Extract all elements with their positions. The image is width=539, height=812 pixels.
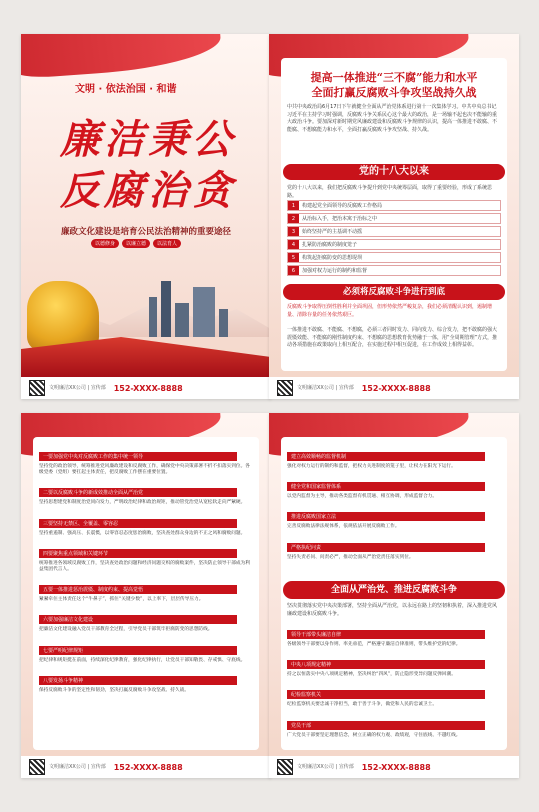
list-item: 3 始终坚持严的主基调不动摇 bbox=[287, 226, 501, 237]
section-item: 领导干部带头廉洁自律 各级领导干部要以身作则、率先垂范，严格遵守廉洁自律准则，带头维护党的纪律。 bbox=[287, 621, 501, 648]
section-item: 一要加强党中央对反腐败工作的集中统一领导 坚持党的政治领导，统筹推进党风廉政建设和反腐败工作，确保党中央决策部署不折不扣落实到位。各级党委（党组）要扛起主体责任，把反腐败工作摆在重要位置。 bbox=[39, 454, 250, 476]
list-item: 1 构建起党全面领导的反腐败工作格局 bbox=[287, 200, 501, 211]
poster4-bottom-sections bbox=[287, 621, 501, 742]
poster-footer bbox=[269, 377, 519, 399]
building-illustration bbox=[219, 309, 228, 337]
poster-1 bbox=[21, 34, 271, 399]
section-item: 五要一体推进惩治震慑、制度约束、提高觉悟 紧紧牵住主体责任这个“牛鼻子”，抓住“关键少数”，以上率下，层层传导压力。 bbox=[39, 576, 253, 603]
list-item: 5 构筑起拒腐防变的思想堤坝 bbox=[287, 252, 501, 263]
poster-footer bbox=[21, 756, 271, 778]
poster2-para2a: 反腐败斗争取得压倒性胜利并全面巩固，但形势依然严峻复杂，我们必须清醒认识到，遏制增量、清除存量的任务依然艰巨。 bbox=[287, 304, 493, 318]
tag: 以德修身 bbox=[91, 239, 119, 248]
section-item: 四要聚焦重点领域和关键环节 统筹推进各领域反腐败工作，坚决查处政治问题和经济问题交织的腐败案件，坚决防止领导干部成为利益集团代言人。 bbox=[39, 550, 250, 573]
poster-4 bbox=[269, 413, 519, 778]
poster2-headline-line1: 提高一体推进“三不腐”能力和水平 bbox=[310, 71, 478, 84]
poster2-section-title: 党的十八大以来 bbox=[283, 164, 505, 180]
section-item: 纪检监察机关 纪检监察机关要忠诚干净担当，敢于善于斗争，做党和人民的忠诚卫士。 bbox=[287, 681, 501, 708]
section-item: 建立高效顺畅的监督机制 强化对权力运行的制约和监督，把权力关进制度的笼子里，让权力在阳光下运行。 bbox=[287, 443, 501, 470]
section-item: 推进反腐败国家立法 完善反腐败法律法规体系，依规依法开展反腐败工作。 bbox=[287, 503, 501, 530]
poster3-section-list bbox=[39, 443, 253, 697]
building-illustration bbox=[193, 287, 215, 337]
footer-company: 文明廉洁XX公司 | 宣传部 bbox=[49, 764, 106, 770]
building-illustration bbox=[149, 297, 157, 337]
poster2-banner2: 必须将反腐败斗争进行到底 bbox=[283, 284, 505, 300]
poster2-intro: 中共中央政治局6月17日下午就健全全面从严治党体系进行第十一次集体学习。中共中央总书记习近平在主持学习时强调，反腐败斗争关系民心这个最大的政治，是一场输不起也决不能输的重大政治斗争。要加深对新时期党风廉政建设和反腐败斗争规律的认识，提高一体推进不敢腐、不能腐、不想腐能力和水平，全面打赢反腐败斗争攻坚战、持久战。 bbox=[287, 104, 498, 133]
list-item: 2 从治标入手，把治本寓于治标之中 bbox=[287, 213, 501, 224]
qr-code-icon bbox=[277, 759, 293, 775]
poster-footer bbox=[21, 377, 271, 399]
section-item: 党员干部 广大党员干部要坚定理想信念，树立正确的权力观、政绩观，守住底线、不越红线。 bbox=[287, 712, 501, 739]
building-illustration bbox=[175, 303, 189, 337]
building-illustration bbox=[161, 281, 171, 337]
section-item: 七要严明纪律规矩 把纪律和规矩挺在前面，持续深化纪律教育，强化纪律执行，让党员干部知敬畏、存戒惧、守底线。 bbox=[39, 647, 246, 663]
poster1-tags bbox=[91, 239, 181, 248]
footer-company: 文明廉洁XX公司 | 宣传部 bbox=[297, 385, 354, 391]
poster1-scene-illustration bbox=[21, 267, 271, 377]
poster-2 bbox=[269, 34, 519, 399]
poster2-headline bbox=[279, 70, 509, 100]
footer-phone: 152-XXXX-8888 bbox=[113, 383, 183, 393]
footer-phone: 152-XXXX-8888 bbox=[361, 762, 431, 772]
qr-code-icon bbox=[29, 759, 45, 775]
section-item: 三要坚持无禁区、全覆盖、零容忍 坚持重遏制、强高压、长震慑，以零容忍态度惩治腐败，坚决查处群众身边的不正之风和腐败问题。 bbox=[39, 520, 246, 536]
section-item: 严格执纪问责 坚持失责必问、问责必严，推动全面从严治党责任落实到位。 bbox=[287, 534, 501, 561]
list-item: 6 加强对权力运行的制约和监督 bbox=[287, 265, 501, 276]
poster1-title-line1: 廉洁秉公 bbox=[60, 116, 236, 163]
qr-code-icon bbox=[29, 380, 45, 396]
poster2-para2b: 一体推进不敢腐、不能腐、不想腐，必须三者同时发力、同向发力、综合发力，把不敢腐的强大震慑效能、不能腐的刚性制度约束、不想腐的思想教育优势融于一体，用“全周期管理”方式，推动各项措施在政策取向上相互配合，在实施过程中相互促进，在工作成效上相得益彰。 bbox=[287, 327, 498, 348]
section-item: 六要加强廉洁文化建设 把廉洁文化建设融入党员干部教育全过程，引导党员干部筑牢拒腐防变的思想防线。 bbox=[39, 606, 253, 633]
golden-lion-statue bbox=[27, 281, 99, 351]
flag-decoration bbox=[21, 34, 222, 79]
footer-phone: 152-XXXX-8888 bbox=[361, 383, 431, 393]
poster2-numbered-list bbox=[287, 200, 501, 278]
poster2-headline-line2: 全面打赢反腐败斗争攻坚战持久战 bbox=[311, 86, 477, 99]
tag: 以廉立德 bbox=[122, 239, 150, 248]
section-item: 健全党和国家监督体系 以党内监督为主导，推动各类监督有机贯通、相互协调，形成监督合力。 bbox=[287, 473, 501, 500]
poster-3 bbox=[21, 413, 271, 778]
list-item: 4 扎紧防治腐败的制度笼子 bbox=[287, 239, 501, 250]
section-item: 八要发扬斗争精神 保持反腐败斗争的坚定性和韧劲，坚决打赢反腐败斗争攻坚战、持久战。 bbox=[39, 667, 253, 694]
poster4-top-sections bbox=[287, 443, 501, 564]
qr-code-icon bbox=[277, 380, 293, 396]
tag: 以法育人 bbox=[153, 239, 181, 248]
poster-footer bbox=[269, 756, 519, 778]
footer-company: 文明廉洁XX公司 | 宣传部 bbox=[297, 764, 354, 770]
poster4-banner: 全面从严治党、推进反腐败斗争 bbox=[283, 581, 505, 599]
footer-phone: 152-XXXX-8888 bbox=[113, 762, 183, 772]
poster2-section-intro: 党的十八大以来，我们把反腐败斗争提升到党中央统筹层面，取得了重要经验，形成了系统思路。 bbox=[287, 185, 493, 199]
section-item: 二要以反腐败斗争的新成效推动全面从严治党 坚持思想建党和制度治党同向发力，严明政治纪律和政治规矩，推动管党治党从宽松软走向严紧硬。 bbox=[39, 490, 246, 506]
poster1-motto: 文明 · 依法治国 · 和谐 bbox=[75, 84, 177, 95]
section-item: 中央八项规定精神 持之以恒落实中央八项规定精神，坚决纠治“四风”，防止隐形变异问题反弹回潮。 bbox=[287, 651, 501, 678]
poster1-subtitle: 廉政文化建设是培育公民法治精神的重要途径 bbox=[60, 227, 231, 237]
poster4-intro: 坚决贯彻落实党中央决策部署，坚持全面从严治党，以永远在路上的坚韧和执着，深入推进党风廉政建设和反腐败斗争。 bbox=[287, 603, 498, 617]
poster1-title-line2: 反腐治贪 bbox=[60, 167, 236, 214]
footer-company: 文明廉洁XX公司 | 宣传部 bbox=[49, 385, 106, 391]
